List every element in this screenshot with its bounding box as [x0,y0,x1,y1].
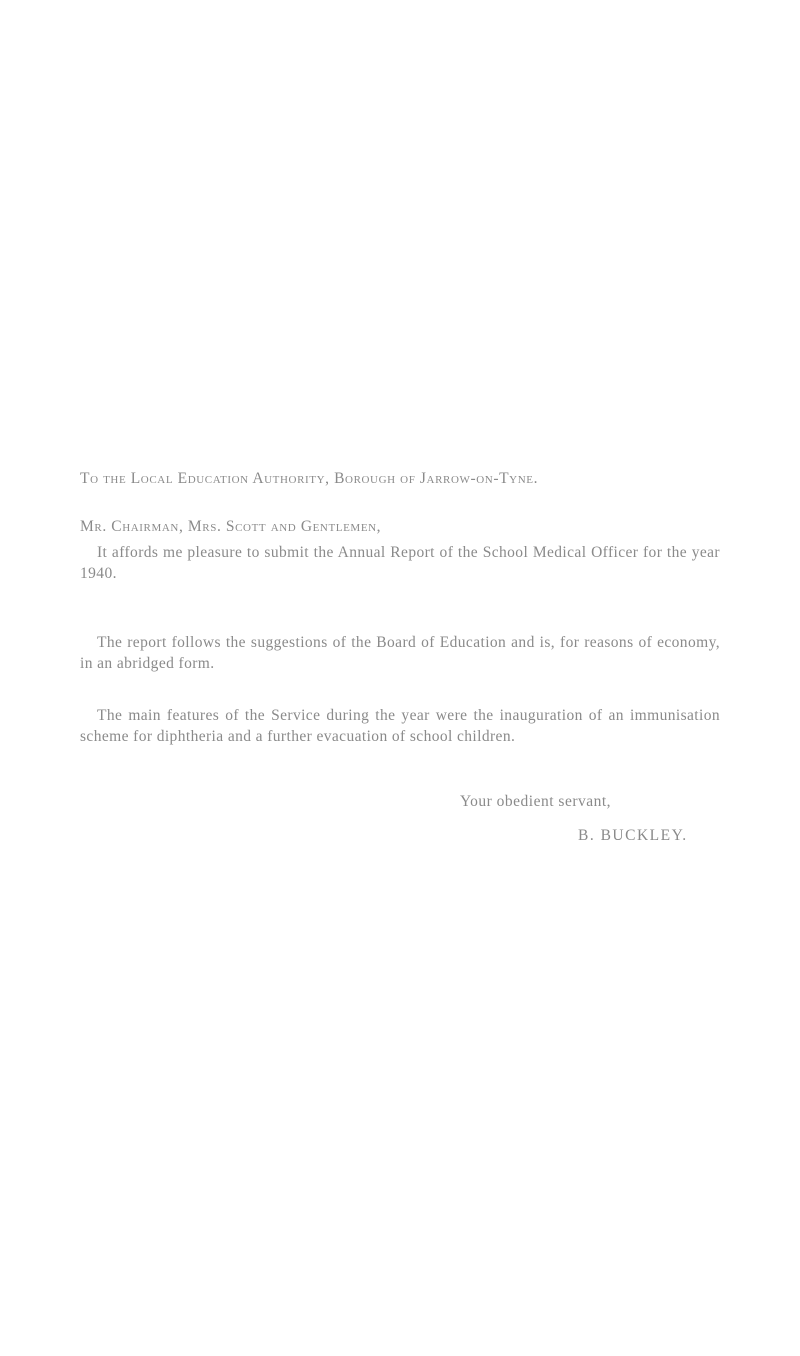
letter-signature: B. BUCKLEY. [578,827,688,844]
letter-paragraph-3: The main features of the Service during the year were the inauguration of an immunisation scheme for diphtheria and a further evacuation of school children. [80,707,720,745]
letter-paragraph-1: It affords me pleasure to submit the Annual Report of the School Medical Officer for the year 1940. [80,544,720,582]
letter-address: To the Local Education Authority, Borough of Jarrow-on-Tyne. [80,470,539,487]
letter-paragraph-2: The report follows the suggestions of the Board of Education and is, for reasons of economy, in an abridged form. [80,634,720,672]
letter-salutation: Mr. Chairman, Mrs. Scott and Gentlemen, [80,518,382,535]
letter-closing: Your obedient servant, [460,793,612,810]
